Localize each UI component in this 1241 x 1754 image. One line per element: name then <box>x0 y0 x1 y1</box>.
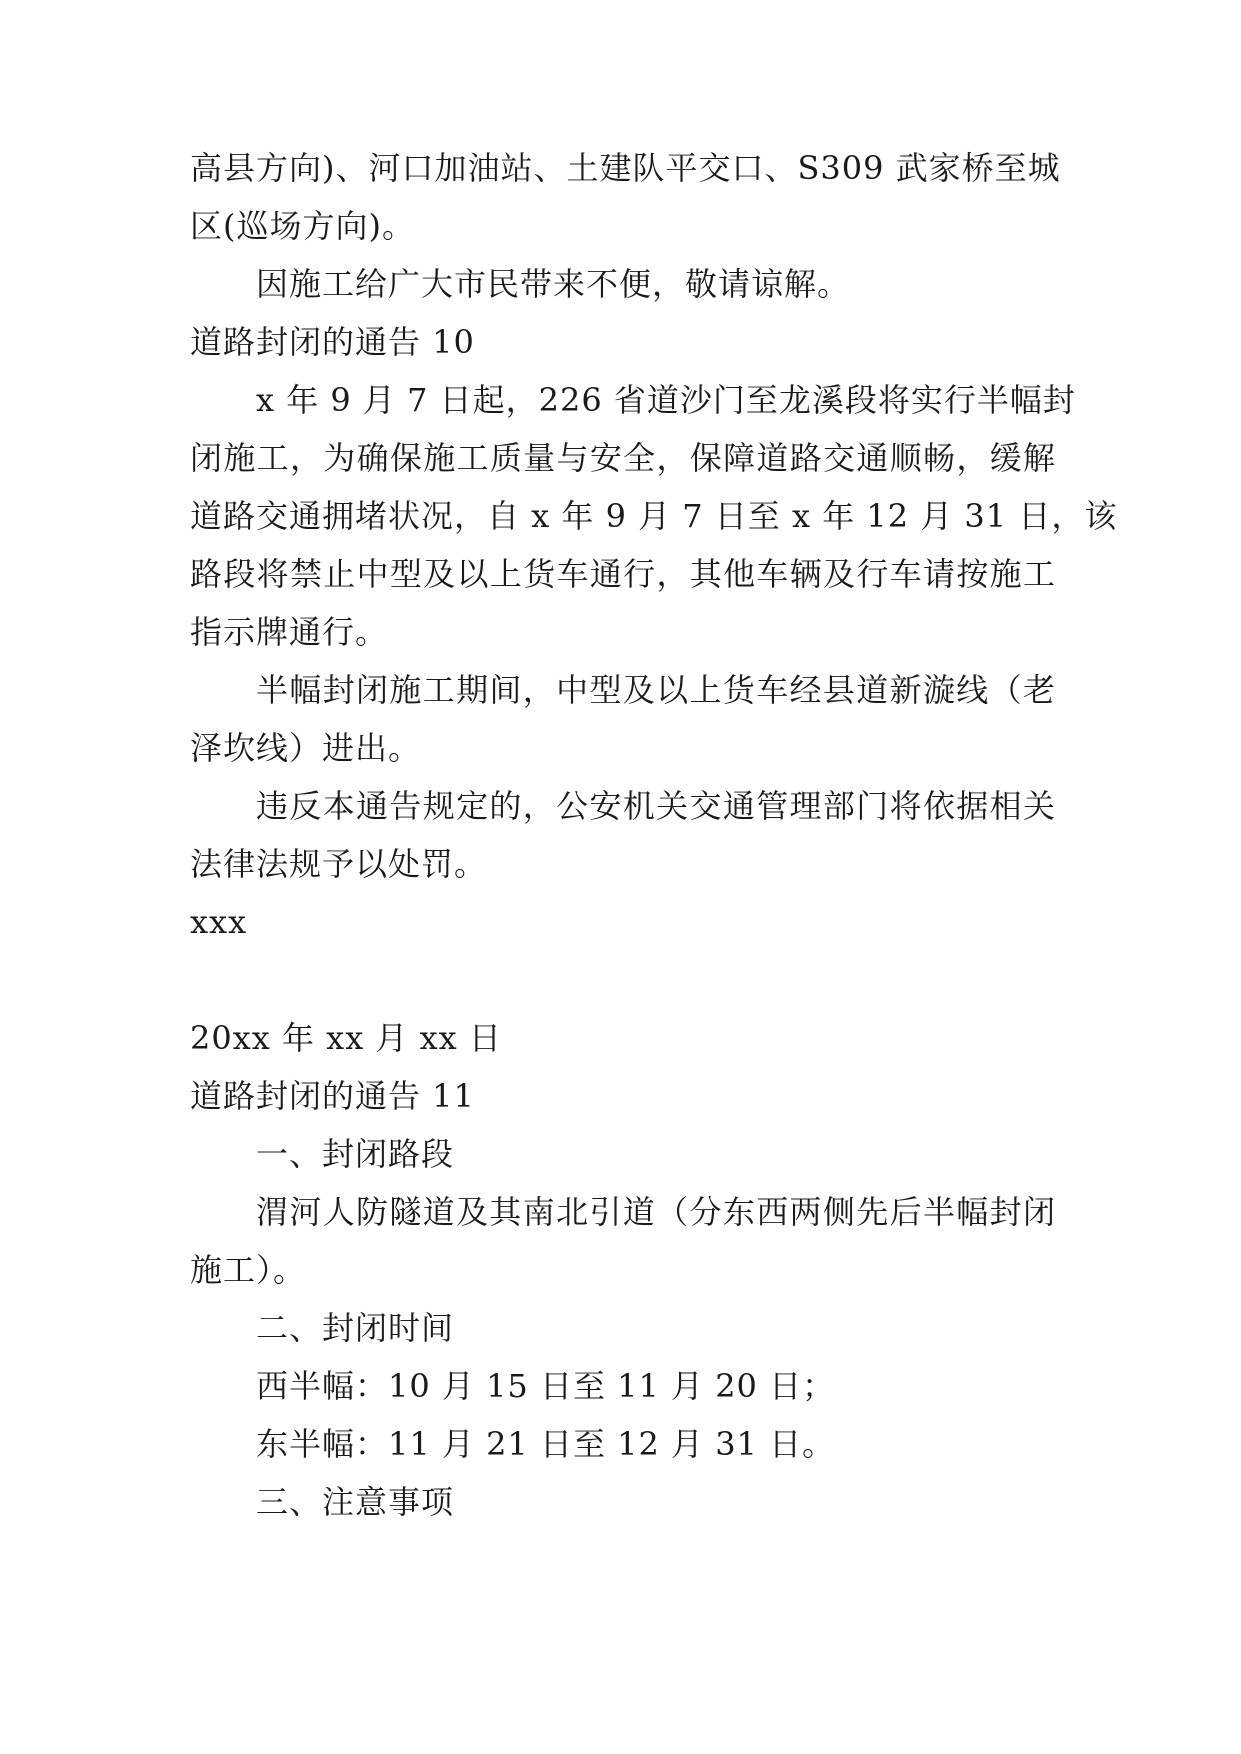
text-line: 道路交通拥堵状况，自 x 年 9 月 7 日至 x 年 12 月 31 日，该 <box>190 497 1118 535</box>
section-heading: 道路封闭的通告 10 <box>190 323 475 361</box>
text-line: 区(巡场方向)。 <box>190 207 415 245</box>
signature-line: xxx <box>190 903 248 941</box>
text-line: 闭施工，为确保施工质量与安全，保障道路交通顺畅，缓解 <box>190 439 1056 477</box>
text-line: 路段将禁止中型及以上货车通行，其他车辆及行车请按施工 <box>190 555 1056 593</box>
text-line: 东半幅：11 月 21 日至 12 月 31 日。 <box>256 1425 836 1463</box>
text-line: 施工）。 <box>190 1251 307 1289</box>
subheading: 二、封闭时间 <box>256 1309 455 1347</box>
text-line: 因施工给广大市民带来不便，敬请谅解。 <box>256 265 851 303</box>
text-line: 违反本通告规定的，公安机关交通管理部门将依据相关 <box>256 787 1056 825</box>
date-line: 20xx 年 xx 月 xx 日 <box>190 1019 502 1057</box>
subheading: 一、封闭路段 <box>256 1135 455 1173</box>
text-line: 高县方向)、河口加油站、土建队平交口、S309 武家桥至城 <box>190 149 1061 187</box>
text-line: 渭河人防隧道及其南北引道（分东西两侧先后半幅封闭 <box>256 1193 1056 1231</box>
text-line: 指示牌通行。 <box>190 613 389 651</box>
text-line: 泽坎线）进出。 <box>190 729 422 767</box>
text-line: 西半幅：10 月 15 日至 11 月 20 日； <box>256 1367 836 1405</box>
text-line: x 年 9 月 7 日起，226 省道沙门至龙溪段将实行半幅封 <box>256 381 1076 419</box>
section-heading: 道路封闭的通告 11 <box>190 1077 475 1115</box>
text-line: 半幅封闭施工期间，中型及以上货车经县道新漩线（老 <box>256 671 1056 709</box>
text-line: 法律法规予以处罚。 <box>190 845 488 883</box>
subheading: 三、注意事项 <box>256 1483 455 1521</box>
